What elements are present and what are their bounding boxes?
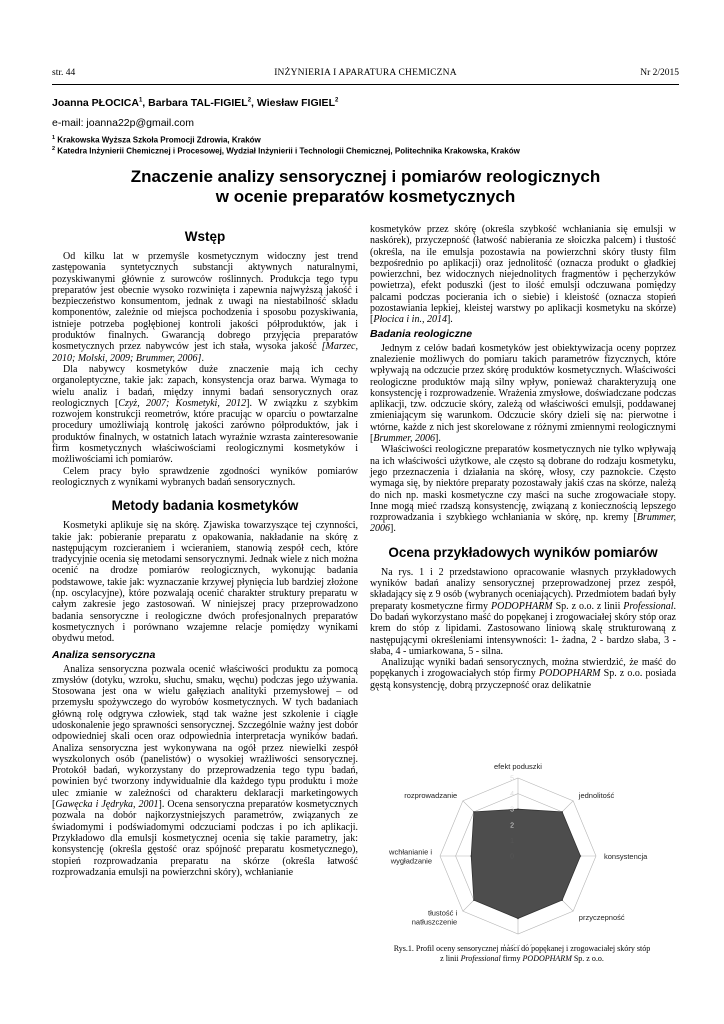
paragraph: Analizując wyniki badań sensorycznych, można stwierdzić, że maść do popękanych i zrogowaciałych stóp firmy PODOPHARM Sp. z o.o. posiada gęstą konsystencję, dobrą przyczepność oraz delikatnie [370,657,677,691]
paragraph: Kosmetyki aplikuje się na skórę. Zjawiska towarzyszące tej czynności, takie jak: pobieranie preparatu z opakowania, nakładanie na skórę z następującym rozcieraniem i wcieraniem, stanowią zespół cech, które tradycyjnie ocenia się metodami sensorycznymi. Jednak wiele z nich można ocenić na drodze pomiarów reologicznych, wykonując badania podstawowe, takie jak: wyznaczanie krzywej płynięcia lub bardziej złożone (np. oscylacyjne), które pozwalają ocenić charakter struktury preparatu w całym zakresie jego zastosowań. W niniejszej pracy przeprowadzono badania sensoryczne i reologiczne dwóch profesjonalnych preparatów kosmetycznych i porównano wzajemne relacje pomiędzy wynikami obydwu metod. [52,520,358,645]
issue-number: Nr 2/2015 [640,68,679,78]
data-point [561,811,563,813]
citation: [Marzec, 2010; Molski, 2009; Brummer, 2006] [52,341,358,364]
scale-tick-label: 2 [510,822,514,830]
affiliation-text: Krakowska Wyższa Szkoła Promocji Zdrowia, Kraków [57,135,261,145]
author-3: Wiesław FIGIEL [256,97,335,109]
paragraph: kosmetyków przez skórę (określa szybkość wchłaniania się emulsji w naskórek), przyczepność (łatwość nabierania ze słoiczka palcem) i tłustość (określa, na ile emulsja pozostawia na powierzchni skóry tłusty film bezpośrednio po aplikacji) oraz jednolitość (oznacza produkt o gładkiej powierzchni, bez widocznych niejednolitych fragmentów i pęcherzyków powietrza), efekt poduszki (jest to ilość emulsji odczuwana pomiędzy palcami podczas pocierania ich o siebie) i kleistość (oznacza stopień pozostawiania lepkiej, kleistej warstwy po aplikacji kosmetyku na skórze) [Płocica i in., 2014]. [370,224,676,326]
scale-tick-label: 0 [510,853,514,861]
affiliation-2 [52,146,520,156]
scale-tick-label: 1 [510,837,514,845]
affiliation-text: Katedra Inżynierii Chemicznej i Procesowej, Wydział Inżynierii i Technologii Chemicznej, Politechnika Krakowska, Kraków [57,146,520,156]
figure-caption [384,944,660,964]
axis-label: natłuszczenie [411,917,458,927]
page-number: str. 44 [52,68,76,78]
axis-label: efekt poduszki [494,762,542,771]
axis-label: wchłanianie i [389,847,432,857]
data-point [473,899,475,901]
author-3-affil: 2 [334,97,339,104]
author-list [52,97,338,109]
citation: Czyż, 2007; Kosmetyki, 2012 [118,397,247,409]
author-2: Barbara TAL-FIGIEL [148,97,248,109]
citation: Brummer, 2006 [370,512,676,535]
product-line: Professional [623,600,674,612]
radar-chart [372,756,674,946]
title-line-1: Znaczenie analizy sensorycznej i pomiarów reologicznych [130,167,601,186]
author-1: Joanna PŁOCICA [52,97,139,109]
running-header [52,68,679,82]
author-separator: , [251,97,257,109]
paragraph: Od kilku lat w przemyśle kosmetycznym widoczny jest trend zastępowania syntetycznych substancji aktywnych naturalnymi, pozyskiwanymi głównie z surowców roślinnych. Produkcja tego typu preparatów jest obecnie wysoko rozwinięta i zapewnia najwyższą jakość i bezpieczeństwo konsumentom, jednak z uwagi na niestabilność składu komponentów, zależnie od miejsca pochodzenia i sposobu pozyskiwania, istnieje potrzeba pogłębionej kontroli jakości półproduktów, jak i produktów finalnych. Gwarancją dobrego przyjęcia preparatów kosmetycznych przez nabywców jest ich stała, wysoka jakość [Marzec, 2010; Molski, 2009; Brummer, 2006]. [52,251,358,364]
paragraph: Celem pracy było sprawdzenie zgodności wyników pomiarów reologicznych z wynikami wybranych badań sensorycznych. [52,465,358,488]
radar-figure [372,756,674,946]
journal-name: INŻYNIERIA I APARATURA CHEMICZNA [274,68,457,78]
header-rule [52,84,679,85]
data-point [580,855,582,857]
axis-label: rozprowadzanie [404,791,458,801]
heading-results: Ocena przykładowych wyników pomiarów [388,544,658,560]
left-column [52,229,358,878]
author-2-affil: 2 [247,97,252,104]
caption-line-2: z linii Professional firmy PODOPHARM Sp. z o.o. [440,954,604,963]
author-separator: , [142,97,149,109]
citation: Płocica i in., 2014 [373,314,447,326]
data-point [517,918,519,920]
scale-tick-label: 4 [510,791,514,799]
paper-title [52,167,679,207]
caption-line-1: Rys.1. Profil oceny sensorycznej maści do popękanej i zrogowaciałej skóry stóp [393,944,651,953]
scale-tick-label: 3 [510,806,514,814]
contact-email: e-mail: joanna22p@gmail.com [52,117,194,129]
data-point [473,811,475,813]
paragraph: Na rys. 1 i 2 przedstawiono opracowanie własnych przykładowych wyników badań analizy sensorycznej przeprowadzonej przez zespół, składający się z 9 osób (wybranych oceniających). Przedmiotem badań były preparaty kosmetyczne firmy PODOPHARM Sp. z o.o. z linii Professional. Do badań wykorzystano maść do popękanej i zrogowaciałej skóry stóp oraz krem do stóp z lipidami. Zastosowano liniową skalę strukturowaną z następującymi określeniami intensywności: 1- żadna, 2 - bardzo słaba, 3 - słaba, 4 - umiarkowana, 5 - silna. [370,566,676,657]
axis-label: przyczepność [578,912,625,922]
subheading-rheology: Badania reologiczne [370,327,473,340]
data-point [561,899,563,901]
company-name: PODOPHARM [538,668,601,680]
axis-label: jednolitość [578,791,615,801]
citation: Brummer, 2006 [373,433,436,445]
right-column [370,224,676,691]
paragraph: Analiza sensoryczna pozwala ocenić właściwości produktu za pomocą zmysłów (dotyku, wzroku, słuchu, smaku, węchu) podczas jego używania. Stosowana jest ona w wielu gałęziach analityki przemysłowej – od przemysłu spożywczego do wyrobów kosmetycznych. W tych badaniach główną rolę odgrywa człowiek, stąd tak ważne jest szkolenie i ciągłe udoskonalenie jego sprawności sensorycznej. Szczególnie ważny jest dobór odpowiedniej skali ocen oraz odpowiednia interpretacja wyników badań. Analiza sensoryczna jest wykonywana na ogół przez niewielki zespół wyszkolonych osób (panelistów) o wysokiej wrażliwości sensorycznej. Protokół badań, wykorzystany do przeprowadzenia tego typu badań, powinien być tworzony indywidualnie dla każdego typu produktu i może ulec zmianie w zależności od charakteru deklaracji marketingowych [Gawęcka i Jędryka, 2001]. Ocena sensoryczna preparatów kosmetycznych pozwala na dobór najkorzystniejszych parametrów, związanych ze świadomymi i podświadomymi odczuciami podczas i po ich aplikacji. Przykładowo dla emulsji kosmetycznej ocenia się takie parametry, jak: konsystencję (określa gęstość oraz spójność preparatu kosmetycznego), stopień rozprowadzania preparatu na skórze (określa łatwość rozprowadzania emulsji na powierzchni skóry), wchłanianie [52,663,358,878]
affiliation-1 [52,135,261,145]
axis-label: tłustość i [428,908,458,918]
scale-tick-label: 5 [510,775,514,783]
author-1-affil: 1 [138,97,143,104]
heading-methods: Metody badania kosmetyków [111,498,299,514]
subheading-sensory-analysis: Analiza sensoryczna [52,648,156,661]
axis-label: konsystencja [604,852,648,861]
data-point [517,808,519,810]
data-point [470,855,472,857]
citation: Gawęcka i Jędryka, 2001 [55,799,159,811]
heading-introduction: Wstęp [184,229,226,244]
axis-label: wygładzanie [390,856,432,866]
paragraph: Właściwości reologiczne preparatów kosmetycznych nie tylko wpływają na ich właściwości użytkowe, ale często są dobrane do rodzaju kosmetyku, jego przeznaczenia i działania na skórę, włosy, czy paznokcie. Często wymaga się, by niektóre preparaty pozostawały jakiś czas na skórze, należą do nich np. maski kosmetyczne czy maści na suche zrogowaciałe stopy. Inne mogą mieć rzadszą konsystencję, związaną z koniecznością lepszego rozprowadzania i szybkiego wchłaniania w skórę, np. kremy [Brummer, 2006]. [370,444,676,535]
company-name: PODOPHARM [490,600,553,612]
paragraph: Jednym z celów badań kosmetyków jest obiektywizacja oceny poprzez znalezienie możliwych do pomiaru takich parametrów fizycznych, które wpływają na odczucie przez skórę produktów kosmetycznych. Właściwości reologiczne produktów mają silny wpływ, ponieważ charakteryzują one konsystencję i rozprowadzenie. Wrażenia zmysłowe, doświadczane podczas aplikacji, tzw. odczucie skóry, zależą od właściwości emulsji, poddawanej zmieniającym się warunkom. Odczucie skóry dzieli się na: pierwotne i wtórne, każde z nich jest skorelowane z różnymi zmiennymi reologicznymi [Brummer, 2006]. [370,342,676,445]
paragraph: Dla nabywcy kosmetyków duże znaczenie mają ich cechy organoleptyczne, takie jak: zapach, konsystencja oraz barwa. Wymaga to wielu analiz i badań, między innymi badań sensorycznych oraz reologicznych [Czyż, 2007; Kosmetyki, 2012]. W związku z szybkim rozwojem konstrukcji reometrów, które pracując w oparciu o powtarzalne procedury umożliwiają kontrolę jakości zarówno półproduktów, jak i produktów finalnych, w ostatnich latach wyraźnie wzrasta zainteresowanie firm kosmetycznych właściwościami reologicznymi kosmetyków i możliwościami ich pomiarów. [52,363,358,466]
affiliation-number: 1 [52,135,56,141]
title-line-2: w ocenie preparatów kosmetycznych [215,187,516,206]
affiliation-number: 2 [52,146,56,152]
